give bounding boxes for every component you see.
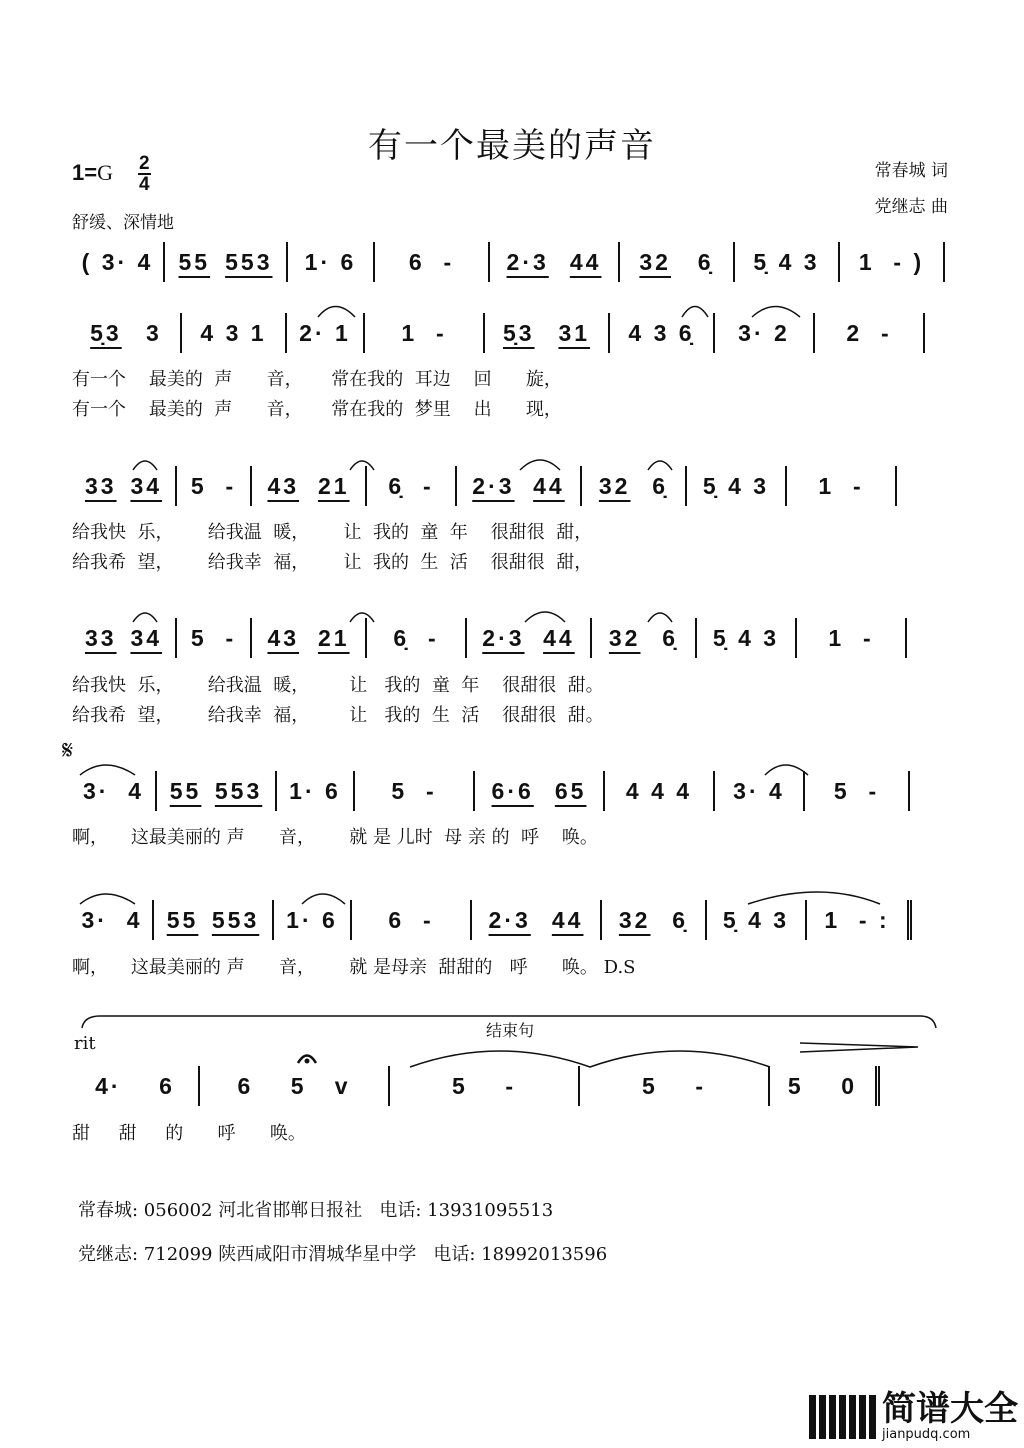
- note-group: 5 -: [833, 777, 880, 804]
- measure: [154, 900, 274, 940]
- measure: [72, 900, 154, 940]
- note-group: 5̣ 4 3: [712, 624, 780, 651]
- note-group: 6 -: [388, 906, 434, 933]
- measure: [687, 466, 787, 506]
- measure: [697, 618, 797, 658]
- time-bottom: 4: [139, 174, 150, 195]
- note-group: 4 3 1: [200, 319, 267, 346]
- note-group: 1 -: [818, 472, 864, 499]
- note-group: 5̣ 4 3: [702, 472, 770, 499]
- measure: [770, 1066, 880, 1106]
- lyricist-credit: 常春城 词: [874, 161, 948, 181]
- note-group: 44: [569, 248, 602, 275]
- note-group: 44: [551, 906, 584, 933]
- note-group: 2·3: [482, 624, 525, 651]
- lyric-line: 给我快 乐， 给我温 暖， 让 我的 童 年 很甜很 甜，: [72, 522, 593, 543]
- measure: [472, 900, 602, 940]
- note-group: 5 -: [451, 1072, 516, 1099]
- note-group: 3· 4: [733, 777, 785, 804]
- note-group: 32: [608, 624, 641, 651]
- note-group: 65: [554, 777, 587, 804]
- measure: [390, 1066, 580, 1106]
- notation-line: [72, 618, 952, 658]
- note-group: 6̣: [672, 906, 689, 933]
- note-group: 6̣: [697, 248, 714, 275]
- note-group: 6 -: [408, 248, 455, 275]
- measure: [602, 900, 707, 940]
- note-group: 6̣ -: [388, 472, 434, 499]
- time-top: 2: [139, 153, 150, 174]
- watermark-url: jianpudq.com: [882, 1427, 971, 1442]
- tie-arc: [410, 1051, 770, 1067]
- measure: [177, 466, 252, 506]
- measure: [72, 1066, 200, 1106]
- decrescendo-mark: [800, 1043, 918, 1052]
- tempo-marking: 舒缓、深情地: [72, 213, 174, 233]
- measure: [367, 618, 467, 658]
- ending-bracket: [82, 1016, 936, 1028]
- note-group: 43: [267, 624, 300, 651]
- note-group: 43: [267, 472, 300, 499]
- note-group: 21: [317, 624, 350, 651]
- note-group: 55: [166, 906, 199, 933]
- measure: [457, 466, 582, 506]
- note-group: 34: [130, 472, 163, 499]
- note-group: 6 5 v: [237, 1072, 351, 1099]
- note-group: 21: [317, 472, 350, 499]
- note-group: 5̣3: [90, 319, 122, 346]
- note-group: 33: [84, 624, 117, 651]
- note-group: 5̣ 4 3: [753, 248, 820, 275]
- note-group: 32: [639, 248, 671, 275]
- fermata-dot: [305, 1059, 310, 1064]
- note-group: 6̣ -: [393, 624, 439, 651]
- measure: [715, 771, 805, 811]
- note-group: 34: [130, 624, 163, 651]
- note-group: 2·3: [472, 472, 515, 499]
- note-group: 553: [211, 906, 260, 933]
- key-prefix: 1=: [72, 160, 98, 185]
- note-group: 5 0: [787, 1072, 858, 1099]
- notation-line: [72, 313, 952, 353]
- measure: [72, 771, 157, 811]
- measure: [72, 618, 177, 658]
- lyric-line: 给我快 乐， 给我温 暖， 让 我的 童 年 很甜很 甜。: [72, 675, 604, 696]
- measure: [735, 242, 840, 282]
- measure: [715, 313, 815, 353]
- measure: [490, 242, 620, 282]
- measure: [287, 313, 365, 353]
- lyric-line: 有一个 最美的 声 音， 常在我的 梦里 出 现，: [72, 399, 562, 420]
- measure: [582, 466, 687, 506]
- segno-sign: 𝄋: [62, 736, 74, 766]
- notation-line: [72, 1066, 952, 1106]
- note-group: 1· 6: [286, 906, 338, 933]
- song-title: 有一个最美的声音: [368, 126, 656, 166]
- measure: [72, 466, 177, 506]
- note-group: 3· 2: [738, 319, 790, 346]
- measure: [288, 242, 375, 282]
- note-group: 4 3 6̣: [628, 319, 695, 346]
- note-group: 1 -: [828, 624, 874, 651]
- measure: [807, 900, 912, 940]
- measure: [707, 900, 807, 940]
- measure: [605, 771, 715, 811]
- measure: [352, 900, 472, 940]
- note-group: 32: [618, 906, 651, 933]
- piano-keys-icon: [809, 1395, 876, 1439]
- measure: [355, 771, 475, 811]
- composer-credit: 党继志 曲: [874, 197, 948, 217]
- note-group: 31: [558, 319, 591, 346]
- note-group: 2·3: [488, 906, 531, 933]
- note-group: 1 - ): [858, 248, 925, 275]
- measure: [72, 242, 165, 282]
- note-group: 5̣ 4 3: [722, 906, 790, 933]
- measure: [157, 771, 277, 811]
- note-group: 6·6: [491, 777, 534, 804]
- key-note: G: [97, 160, 113, 185]
- note-group: 5 -: [641, 1072, 706, 1099]
- measure: [375, 242, 490, 282]
- measure: [620, 242, 735, 282]
- measure: [805, 771, 910, 811]
- lyric-line: 给我希 望， 给我幸 福， 让 我的 生 活 很甜很 甜。: [72, 705, 604, 726]
- note-group: 3· 4: [82, 777, 145, 804]
- footer-line: 党继志: 712099 陕西咸阳市渭城华星中学 电话: 18992013596: [78, 1244, 608, 1265]
- measure: [467, 618, 592, 658]
- note-group: 44: [543, 624, 575, 651]
- note-group: 4· 6: [95, 1072, 175, 1099]
- lyric-line: 给我希 望， 给我幸 福， 让 我的 生 活 很甜很 甜，: [72, 552, 593, 573]
- note-group: 553: [225, 248, 273, 275]
- footer-line: 常春城: 056002 河北省邯郸日报社 电话: 13931095513: [78, 1200, 554, 1221]
- measure: [797, 618, 907, 658]
- notation-line: [72, 771, 952, 811]
- note-group: 44: [533, 472, 565, 499]
- measure: [610, 313, 715, 353]
- note-group: 1· 6: [304, 248, 357, 275]
- measure: [72, 313, 182, 353]
- note-group: 3· 4: [81, 906, 143, 933]
- measure: [815, 313, 925, 353]
- ending-label: 结束句: [486, 1021, 535, 1040]
- measure: [274, 900, 352, 940]
- measure: [485, 313, 610, 353]
- note-group: 2·3: [506, 248, 549, 275]
- measure: [182, 313, 287, 353]
- note-group: 1 -: [401, 319, 447, 346]
- measure: [165, 242, 288, 282]
- note-group: 55: [169, 777, 202, 804]
- note-group: 1 - :: [824, 906, 890, 933]
- note-group: 2 -: [846, 319, 892, 346]
- watermark-logo: [809, 1391, 1018, 1442]
- note-group: 3: [146, 319, 162, 346]
- measure: [365, 313, 485, 353]
- note-group: 55: [178, 248, 211, 275]
- notation-line: [72, 466, 952, 506]
- note-group: 5 -: [391, 777, 437, 804]
- watermark-name: 简谱大全: [882, 1389, 1018, 1429]
- measure: [475, 771, 605, 811]
- lyric-line: 有一个 最美的 声 音， 常在我的 耳边 回 旋，: [72, 369, 562, 390]
- measure: [277, 771, 355, 811]
- measure: [252, 618, 367, 658]
- note-group: 33: [84, 472, 117, 499]
- measure: [840, 242, 945, 282]
- note-group: 5 -: [190, 472, 237, 499]
- note-group: 32: [598, 472, 631, 499]
- note-group: 1· 6: [289, 777, 341, 804]
- measure: [200, 1066, 390, 1106]
- measure: [580, 1066, 770, 1106]
- measure: [592, 618, 697, 658]
- measure: [252, 466, 367, 506]
- lyric-line: 甜 甜 的 呼 唤。: [72, 1123, 306, 1144]
- measure: [367, 466, 457, 506]
- notation-line: [72, 900, 952, 940]
- lyric-line: 啊， 这最美丽的 声 音， 就 是 儿时 母 亲 的 呼 唤。: [72, 827, 598, 848]
- measure: [787, 466, 897, 506]
- note-group: ( 3· 4: [81, 248, 154, 275]
- measure: [177, 618, 252, 658]
- note-group: 2· 1: [299, 319, 351, 346]
- note-group: 5 -: [190, 624, 237, 651]
- note-group: 5̣3: [502, 319, 535, 346]
- note-group: 553: [214, 777, 263, 804]
- note-group: 4 4 4: [625, 777, 693, 804]
- notation-line: [72, 242, 952, 282]
- rit-marking: rit: [74, 1033, 96, 1054]
- lyric-line: 啊， 这最美丽的 声 音， 就 是母亲 甜甜的 呼 唤。 D.S: [72, 957, 636, 978]
- note-group: 6̣: [652, 472, 669, 499]
- note-group: 6̣: [662, 624, 679, 651]
